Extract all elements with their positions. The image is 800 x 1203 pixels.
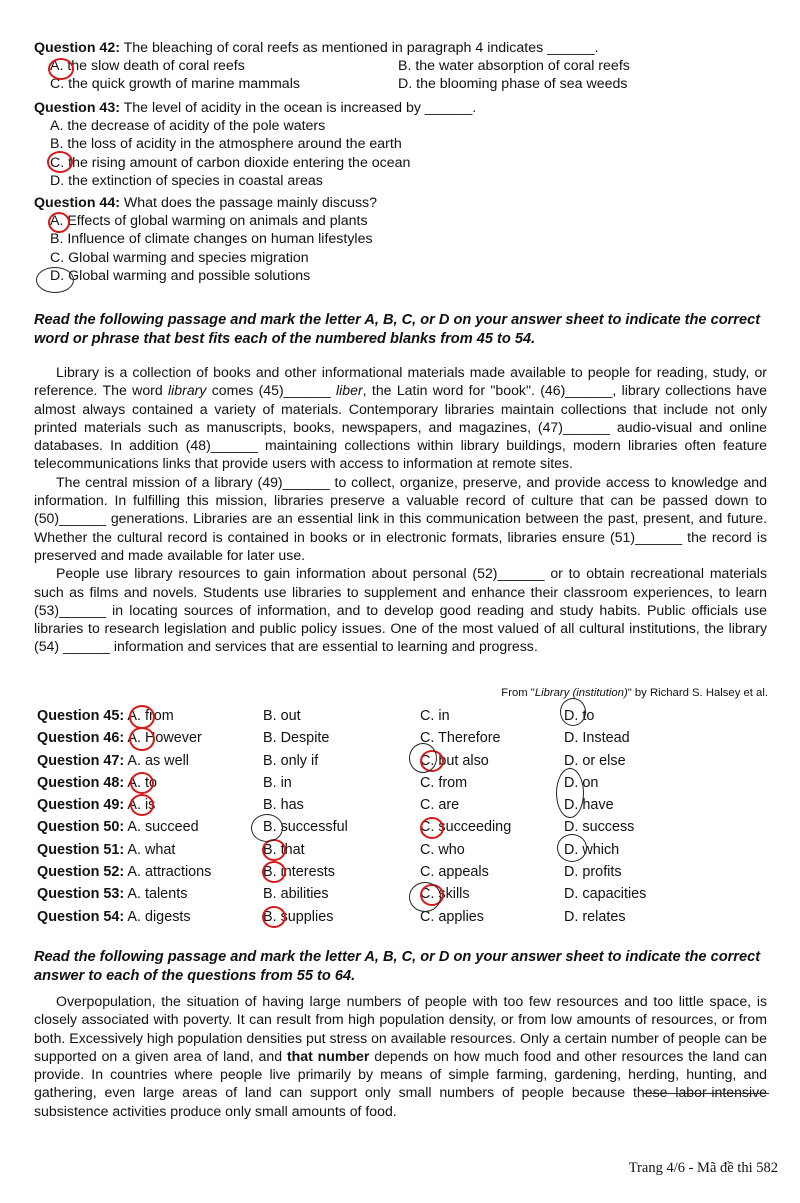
instruction-heading: Read the following passage and mark the letter A, B, C, or D on your answer sheet to indicate the correct word or phrase that best fits each of the numbered blanks from 45 to 54.: [34, 312, 761, 347]
paragraph: People use library resources to gain information about personal (52)______ or to obtain recreational materials such as films and novels. Students use libraries to supplement and enhance their classroom experiences, to learn (53)______ in locating sources of information, and to develop good reading and study habits. Public officials use libraries to research legislation and public policy issues. One of the most valued of all cultural institutions, the library (54) ______ information and services that are essential to learning and progress.: [34, 565, 767, 655]
option-c: C. the quick growth of marine mammals: [50, 76, 300, 93]
question-row: Question 45: A. from B. out C. in D. to: [37, 708, 595, 724]
option-d: D. the blooming phase of sea weeds: [398, 76, 628, 93]
answer-options-grid: [37, 706, 777, 929]
page-footer: Trang 4/6 - Mã đề thi 582: [628, 1160, 778, 1176]
question-43: [34, 99, 774, 191]
question-row: Question 52: A. attractions B. interests C. appeals D. profits: [37, 864, 622, 881]
question-row: Question 48: A. to B. in C. from D. on: [37, 774, 599, 791]
option-d: D. Global warming and possible solutions: [50, 268, 311, 285]
question-stem: The bleaching of coral reefs as mentioned in paragraph 4 indicates ______.: [123, 40, 599, 56]
question-row: Question 54: A. digests B. supplies C. applies D. relates: [37, 908, 626, 925]
pencil-underline-mark: [644, 1093, 769, 1094]
passage-library: [34, 363, 767, 656]
question-stem: What does the passage mainly discuss?: [123, 195, 378, 211]
option-b: B. Influence of climate changes on human lifestyles: [50, 231, 373, 248]
instruction-heading: Read the following passage and mark the letter A, B, C, or D on your answer sheet to indicate the correct answer to each of the questions from 55 to 64.: [34, 949, 761, 984]
question-label: Question 43:: [34, 100, 120, 116]
option-a: A. Effects of global warming on animals and plants: [50, 213, 368, 229]
question-label: Question 42:: [34, 40, 120, 56]
question-row: Question 49: A. is B. has C. are D. have: [37, 797, 614, 814]
option-c: C. the rising amount of carbon dioxide entering the ocean: [50, 154, 411, 171]
question-row: Question 50: A. succeed B. successful C. succeeding D. success: [37, 819, 635, 836]
source-citation: From "Library (institution)" by Richard S. Halsey et al.: [501, 687, 768, 699]
paragraph: Library is a collection of books and other informational materials made available to people for reading, study, or reference. The word library comes (45)______ liber, the Latin word for "book". (46)______, library collections have almost always contained a variety of materials. Contemporary libraries maintain collections that include not only printed materials such as manuscripts, books, newspapers, and magazines, (47)______ audio-visual and online databases. In addition (48)______ maintaining collections within library buildings, modern libraries often feature telecommunications links that provide users with access to information at remote sites.: [34, 364, 767, 472]
question-row: Question 46: A. However B. Despite C. Therefore D. Instead: [37, 730, 630, 747]
question-row: Question 47: A. as well B. only if C. but also D. or else: [37, 752, 626, 769]
question-label: Question 44:: [34, 195, 120, 211]
paragraph: The central mission of a library (49)______ to collect, organize, preserve, and provide access to knowledge and information. In fulfilling this mission, libraries preserve a valuable record of culture that can be passed down to (50)______ generations. Libraries are an essential link in this communication between the past, present, and future. Whether the cultural record is contained in books or in electronic formats, libraries ensure (51)______ the record is preserved and made available for later use.: [34, 473, 767, 563]
option-a: A. the decrease of acidity of the pole waters: [50, 118, 326, 134]
option-c: C. Global warming and species migration: [50, 249, 309, 266]
question-row: Question 53: A. talents B. abilities C. skills D. capacities: [37, 886, 647, 903]
question-row: Question 51: A. what B. that C. who D. which: [37, 841, 620, 858]
question-42: [34, 39, 774, 94]
question-stem: The level of acidity in the ocean is increased by ______.: [123, 100, 477, 116]
option-b: B. the water absorption of coral reefs: [398, 58, 630, 74]
option-a: A. the slow death of coral reefs: [50, 58, 245, 74]
question-44: [34, 194, 774, 286]
paragraph: Overpopulation, the situation of having large numbers of people with too few resources and too little space, is closely associated with poverty. It can result from high population density, or from low amounts of resources, or from both. Excessively high population densities put stress on available resources. Only a certain number of people can be supported on a given area of land, and that number depends on how much food and other resources the land can provide. In countries where people live primarily by means of simple farming, gardening, herding, hunting, and gathering, even large areas of land can support only small numbers of people because these labor-intensive subsistence activities produce only small amounts of food.: [34, 993, 767, 1119]
option-b: B. the loss of acidity in the atmosphere around the earth: [50, 136, 402, 153]
option-d: D. the extinction of species in coastal areas: [50, 173, 323, 190]
passage-overpopulation: [34, 992, 767, 1120]
